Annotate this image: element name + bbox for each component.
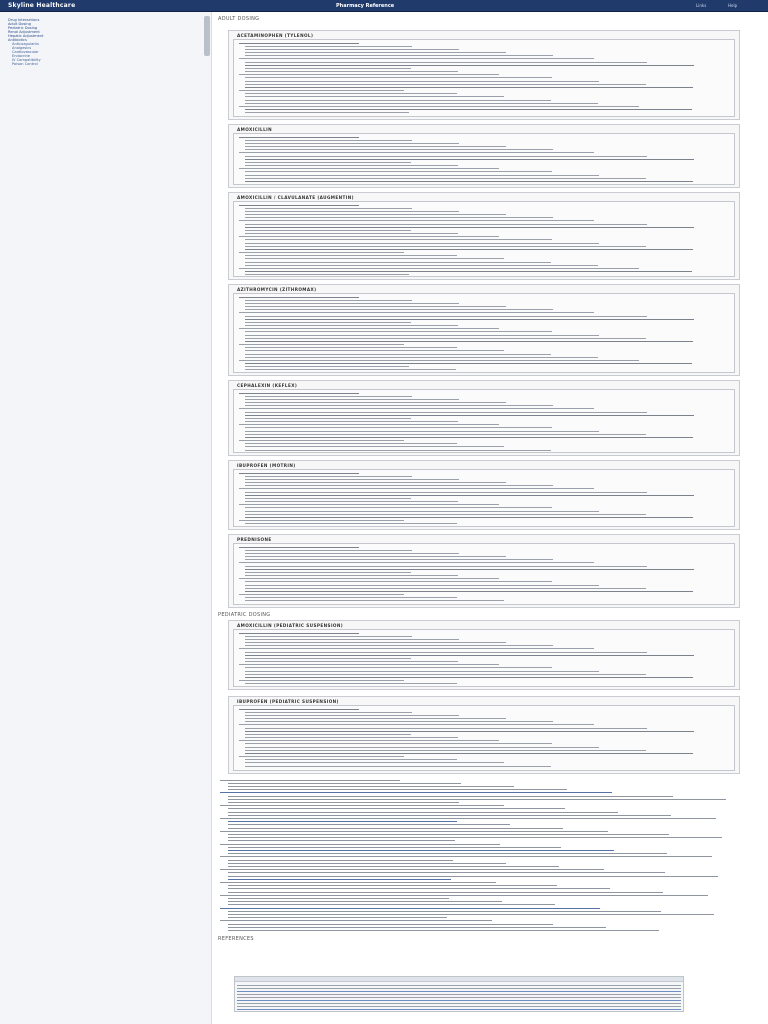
text-line xyxy=(245,572,411,573)
text-line xyxy=(228,860,453,861)
drug-card xyxy=(228,192,740,280)
section-heading: PEDIATRIC DOSING xyxy=(218,612,271,618)
text-line xyxy=(245,759,457,760)
text-line xyxy=(245,597,457,598)
text-line xyxy=(245,550,412,551)
text-line xyxy=(245,517,693,518)
text-line xyxy=(245,588,646,589)
text-line xyxy=(220,844,500,845)
text-line xyxy=(245,55,553,56)
table-row xyxy=(237,997,681,998)
text-line xyxy=(245,667,552,668)
text-line xyxy=(239,312,594,313)
text-line xyxy=(239,328,499,329)
text-line xyxy=(239,664,499,665)
text-line xyxy=(220,920,492,921)
drug-card-title: AMOXICILLIN xyxy=(237,127,273,132)
text-line xyxy=(245,674,646,675)
sidebar-item[interactable]: Renal Adjustment xyxy=(8,30,40,34)
text-line xyxy=(245,671,599,672)
text-line xyxy=(220,895,708,896)
sidebar-nav xyxy=(8,18,200,66)
text-line xyxy=(245,81,599,82)
text-line xyxy=(228,847,561,848)
text-line xyxy=(245,208,412,209)
drug-card-title: AMOXICILLIN / CLAVULANATE (AUGMENTIN) xyxy=(237,195,354,200)
text-line xyxy=(228,927,606,928)
drug-card xyxy=(228,380,740,456)
text-line xyxy=(245,49,459,50)
text-line xyxy=(220,856,712,857)
drug-card xyxy=(228,460,740,530)
section-heading: REFERENCES xyxy=(218,936,254,942)
text-line xyxy=(245,217,553,218)
sidebar-item[interactable]: Drug Interactions xyxy=(8,18,40,22)
sidebar-item[interactable]: Cardiovascular xyxy=(12,50,39,54)
text-line xyxy=(245,214,506,215)
text-line xyxy=(228,930,659,931)
text-line xyxy=(245,443,457,444)
text-line xyxy=(228,799,726,800)
text-line xyxy=(245,405,553,406)
text-line xyxy=(228,824,510,825)
text-line xyxy=(245,750,646,751)
drug-card-title: IBUPROFEN (MOTRIN) xyxy=(237,463,296,468)
text-line xyxy=(245,100,551,101)
text-line xyxy=(245,143,459,144)
text-line xyxy=(228,917,447,918)
text-line xyxy=(228,786,514,787)
sidebar-item[interactable]: Hepatic Adjustment xyxy=(8,34,44,38)
text-line xyxy=(245,316,647,317)
text-line xyxy=(245,274,409,275)
text-line xyxy=(245,434,646,435)
text-line xyxy=(239,205,359,206)
text-line xyxy=(245,62,647,63)
text-line xyxy=(245,731,694,732)
app-brand[interactable]: Skyline Healthcare xyxy=(8,2,76,9)
text-line xyxy=(245,566,647,567)
text-line xyxy=(239,633,359,634)
text-line xyxy=(228,924,553,925)
text-line xyxy=(239,168,499,169)
text-line xyxy=(245,766,551,767)
text-line xyxy=(239,547,359,548)
table-row xyxy=(237,1009,681,1010)
drug-card xyxy=(228,696,740,774)
text-line xyxy=(245,331,552,332)
drug-card-title: AMOXICILLIN (PEDIATRIC SUSPENSION) xyxy=(237,623,344,628)
text-line xyxy=(245,718,506,719)
text-line xyxy=(239,756,404,757)
text-line xyxy=(245,347,457,348)
text-line xyxy=(228,872,665,873)
table-row xyxy=(237,1000,681,1001)
sidebar-item[interactable]: Analgesics xyxy=(12,46,32,50)
text-line xyxy=(239,236,499,237)
text-line xyxy=(245,495,694,496)
text-line xyxy=(228,837,722,838)
section-heading: ADULT DOSING xyxy=(218,16,260,22)
text-line xyxy=(239,252,404,253)
text-line xyxy=(245,600,504,601)
text-line xyxy=(245,485,553,486)
text-line xyxy=(220,869,604,870)
text-line xyxy=(228,815,671,816)
text-line xyxy=(245,476,412,477)
text-line xyxy=(245,262,551,263)
text-line xyxy=(245,84,646,85)
text-line xyxy=(245,309,553,310)
text-line xyxy=(239,360,639,361)
text-line xyxy=(220,792,612,793)
text-line xyxy=(239,424,499,425)
text-line xyxy=(245,68,411,69)
text-line xyxy=(245,171,552,172)
text-line xyxy=(245,265,598,266)
text-line xyxy=(245,655,694,656)
text-line xyxy=(228,789,567,790)
text-line xyxy=(245,335,599,336)
drug-card xyxy=(228,284,740,376)
text-line xyxy=(239,297,359,298)
table-row xyxy=(237,988,681,989)
text-line xyxy=(245,322,411,323)
table-row xyxy=(237,985,681,986)
text-line xyxy=(245,109,692,110)
text-line xyxy=(239,90,404,91)
text-line xyxy=(245,306,506,307)
text-line xyxy=(245,639,459,640)
sidebar-item[interactable]: Antibiotics xyxy=(8,38,27,42)
text-line xyxy=(239,520,404,521)
text-line xyxy=(245,514,646,515)
text-line xyxy=(245,87,693,88)
text-line xyxy=(228,821,457,822)
text-line xyxy=(239,74,499,75)
text-line xyxy=(245,96,504,97)
text-line xyxy=(245,227,694,228)
help-nav-link[interactable]: Help xyxy=(728,3,738,8)
text-line xyxy=(245,338,646,339)
text-line xyxy=(245,498,411,499)
text-line xyxy=(245,211,459,212)
text-line xyxy=(245,412,647,413)
text-line xyxy=(245,77,552,78)
text-line xyxy=(239,648,594,649)
text-line xyxy=(239,152,594,153)
sidebar-item[interactable]: Endocrine xyxy=(12,54,30,58)
sidebar-scrollbar[interactable] xyxy=(204,16,210,56)
drug-card xyxy=(228,30,740,120)
sidebar-item[interactable]: Poison Control xyxy=(12,62,38,66)
text-line xyxy=(245,658,411,659)
sidebar-item[interactable]: Anticoagulants xyxy=(12,42,39,46)
text-line xyxy=(228,812,618,813)
drug-card-title: PREDNISONE xyxy=(237,537,272,542)
text-line xyxy=(245,569,694,570)
table-row xyxy=(237,991,681,992)
text-line xyxy=(245,239,552,240)
text-line xyxy=(245,357,598,358)
text-line xyxy=(245,747,599,748)
text-line xyxy=(220,780,400,781)
links-nav-link[interactable]: Links xyxy=(696,3,707,8)
sidebar-item[interactable]: IV Compatibility xyxy=(12,58,41,62)
drug-card xyxy=(228,124,740,188)
text-line xyxy=(245,399,459,400)
text-line xyxy=(245,575,458,576)
text-line xyxy=(245,553,459,554)
text-line xyxy=(228,876,718,877)
table-row xyxy=(237,994,681,995)
drug-card-title: ACETAMINOPHEN (TYLENOL) xyxy=(237,33,314,38)
table-header xyxy=(235,977,683,982)
text-line xyxy=(245,162,411,163)
text-line xyxy=(245,677,693,678)
text-line xyxy=(245,715,459,716)
text-line xyxy=(239,724,594,725)
sidebar xyxy=(0,12,212,1024)
page-title: Pharmacy Reference xyxy=(336,3,395,9)
text-line xyxy=(245,737,458,738)
table-row xyxy=(237,1003,681,1004)
text-line xyxy=(228,850,614,851)
text-line xyxy=(245,369,456,370)
text-line xyxy=(245,146,506,147)
text-line xyxy=(228,911,661,912)
text-line xyxy=(245,149,553,150)
text-line xyxy=(239,268,639,269)
text-line xyxy=(228,898,449,899)
text-line xyxy=(245,559,553,560)
text-line xyxy=(245,415,694,416)
text-line xyxy=(245,46,412,47)
text-line xyxy=(245,479,459,480)
main-content xyxy=(214,12,764,1024)
text-line xyxy=(239,680,404,681)
text-line xyxy=(245,156,647,157)
text-line xyxy=(220,805,504,806)
text-line xyxy=(245,140,412,141)
text-line xyxy=(228,834,669,835)
drug-card-title: CEPHALEXIN (KEFLEX) xyxy=(237,383,298,388)
text-line xyxy=(245,501,458,502)
text-line xyxy=(228,808,565,809)
text-line xyxy=(239,578,499,579)
text-line xyxy=(228,885,557,886)
text-line xyxy=(245,93,457,94)
text-line xyxy=(245,427,552,428)
text-line xyxy=(245,181,693,182)
drug-card xyxy=(228,620,740,690)
text-line xyxy=(228,863,506,864)
text-line xyxy=(245,233,458,234)
top-bar xyxy=(0,0,768,12)
text-line xyxy=(239,594,404,595)
drug-card-title: AZITHROMYCIN (ZITHROMAX) xyxy=(237,287,317,292)
text-line xyxy=(245,712,412,713)
drug-card-body xyxy=(233,293,735,373)
text-line xyxy=(239,137,359,138)
text-line xyxy=(239,440,404,441)
text-line xyxy=(228,840,455,841)
text-line xyxy=(245,341,693,342)
text-line xyxy=(245,728,647,729)
text-line xyxy=(239,709,359,710)
text-line xyxy=(245,591,693,592)
text-line xyxy=(220,831,608,832)
text-line xyxy=(245,431,599,432)
text-line xyxy=(245,523,457,524)
text-line xyxy=(245,303,459,304)
text-line xyxy=(245,556,506,557)
text-line xyxy=(245,366,409,367)
text-line xyxy=(239,344,404,345)
text-line xyxy=(228,796,673,797)
text-line xyxy=(220,882,496,883)
text-line xyxy=(245,300,412,301)
text-line xyxy=(245,492,647,493)
text-line xyxy=(245,421,458,422)
text-line xyxy=(239,473,359,474)
text-line xyxy=(245,743,552,744)
text-line xyxy=(245,762,504,763)
text-line xyxy=(245,363,692,364)
text-line xyxy=(245,402,506,403)
text-line xyxy=(228,828,563,829)
text-line xyxy=(245,482,506,483)
reference-table xyxy=(234,976,684,1012)
text-line xyxy=(245,52,506,53)
text-line xyxy=(228,901,502,902)
text-line xyxy=(239,393,359,394)
text-line xyxy=(245,319,694,320)
text-line xyxy=(228,879,451,880)
text-line xyxy=(228,853,667,854)
text-line xyxy=(239,43,359,44)
text-line xyxy=(245,507,552,508)
text-line xyxy=(245,165,458,166)
sidebar-item[interactable]: Pediatric Dosing xyxy=(8,26,38,30)
text-line xyxy=(245,753,693,754)
text-line xyxy=(245,178,646,179)
text-line xyxy=(245,642,506,643)
text-line xyxy=(245,258,504,259)
text-line xyxy=(245,243,599,244)
drug-card xyxy=(228,534,740,608)
text-line xyxy=(245,446,504,447)
text-line xyxy=(245,683,457,684)
text-line xyxy=(239,562,594,563)
drug-card-title: IBUPROFEN (PEDIATRIC SUSPENSION) xyxy=(237,699,339,704)
text-line xyxy=(245,396,412,397)
text-line xyxy=(239,740,499,741)
text-line xyxy=(239,488,594,489)
text-line xyxy=(245,71,458,72)
text-line xyxy=(228,888,610,889)
text-line xyxy=(245,652,647,653)
text-line xyxy=(245,246,646,247)
text-line xyxy=(245,230,411,231)
text-line xyxy=(245,721,553,722)
text-line xyxy=(245,159,694,160)
table-row xyxy=(237,1006,681,1007)
text-line xyxy=(228,802,459,803)
text-line xyxy=(245,325,458,326)
text-line xyxy=(245,103,598,104)
text-line xyxy=(245,734,411,735)
text-line xyxy=(245,255,457,256)
text-line xyxy=(245,437,693,438)
text-line xyxy=(245,354,551,355)
text-line xyxy=(220,908,600,909)
text-line xyxy=(245,350,504,351)
text-line xyxy=(245,249,693,250)
text-line xyxy=(228,892,663,893)
text-line xyxy=(239,504,499,505)
text-line xyxy=(245,511,599,512)
text-line xyxy=(239,106,639,107)
text-line xyxy=(239,220,594,221)
sidebar-item[interactable]: Adult Dosing xyxy=(8,22,31,26)
text-line xyxy=(245,224,647,225)
text-line xyxy=(245,450,551,451)
text-line xyxy=(245,65,694,66)
text-line xyxy=(228,914,714,915)
text-line xyxy=(228,904,555,905)
text-line xyxy=(245,581,552,582)
text-line xyxy=(245,636,412,637)
text-line xyxy=(245,271,692,272)
text-line xyxy=(245,645,553,646)
text-line xyxy=(245,112,409,113)
text-line xyxy=(220,818,716,819)
text-line xyxy=(245,661,458,662)
text-line xyxy=(228,866,559,867)
text-line xyxy=(239,408,594,409)
text-line xyxy=(245,585,599,586)
text-line xyxy=(245,418,411,419)
text-line xyxy=(239,58,594,59)
text-line xyxy=(228,783,461,784)
text-line xyxy=(245,175,599,176)
